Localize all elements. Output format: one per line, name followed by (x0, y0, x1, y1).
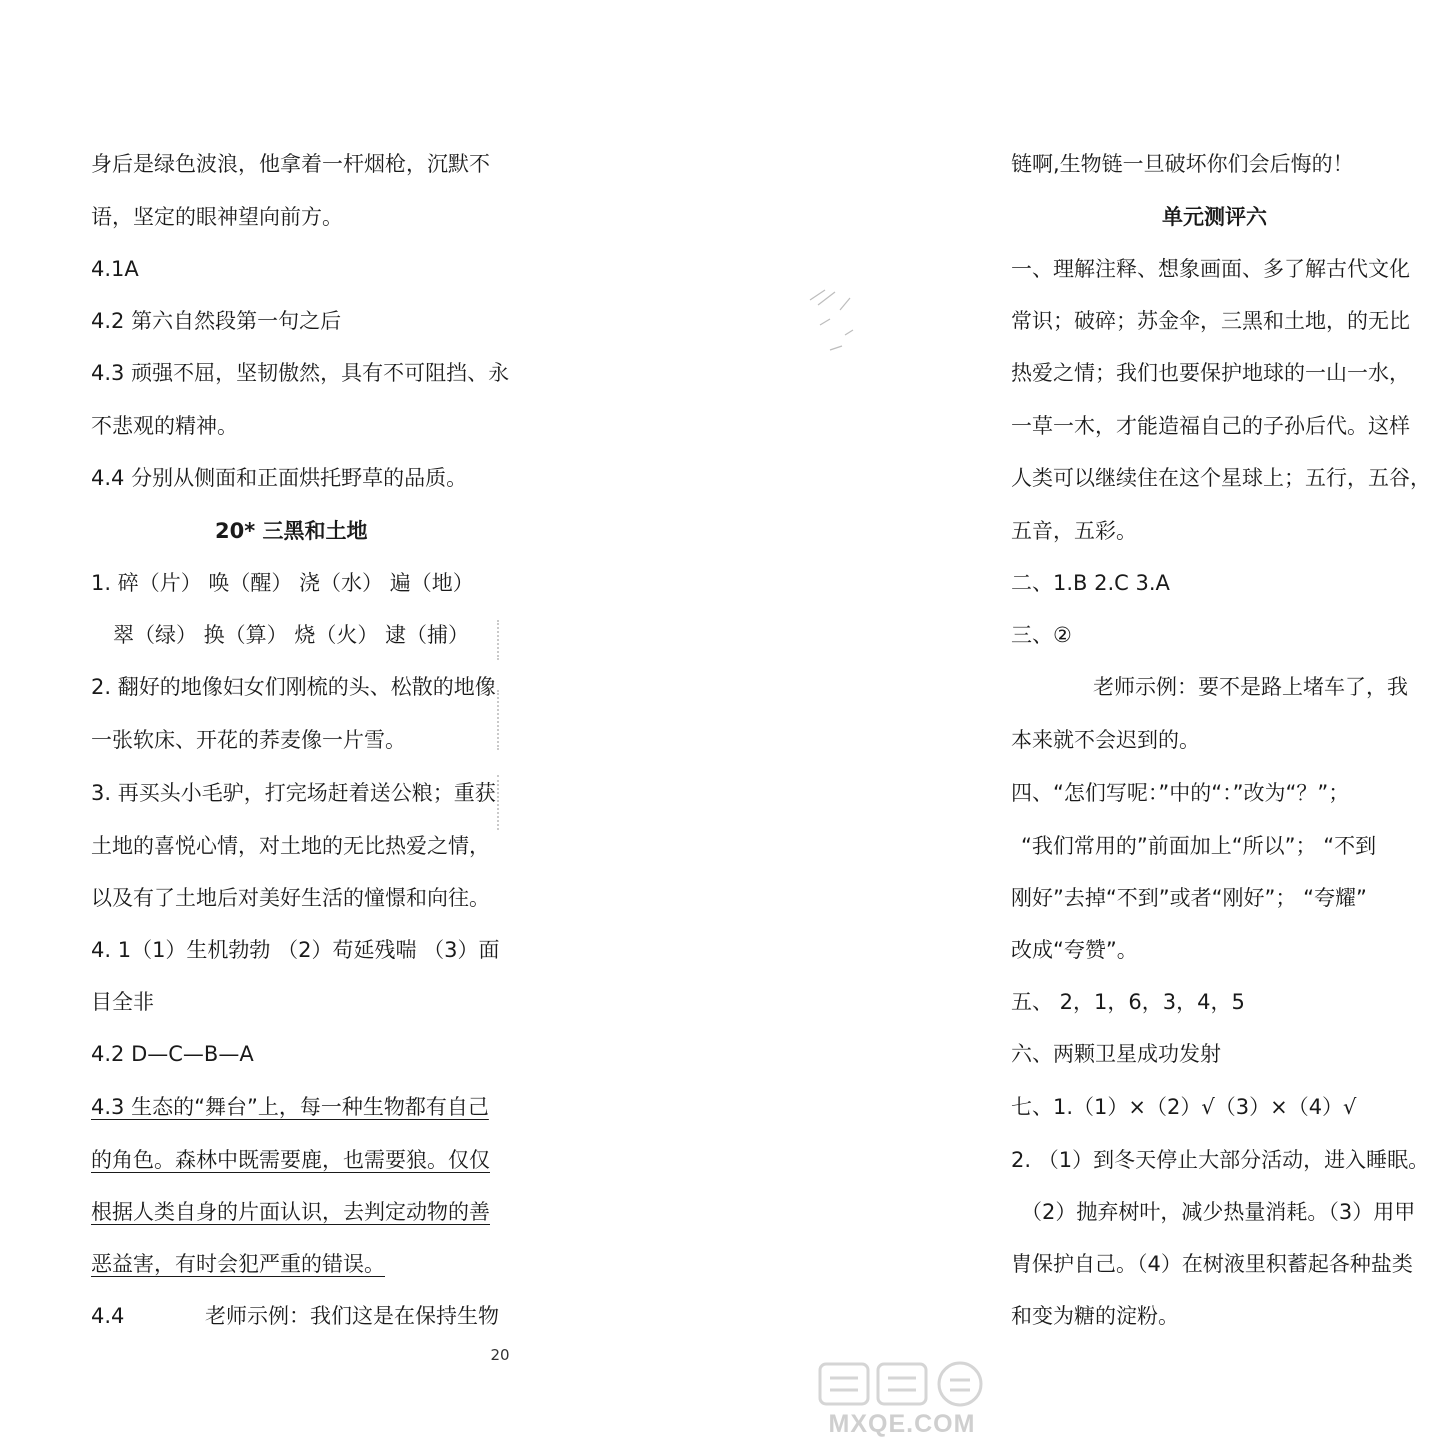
text-line: 二、1.B 2.C 3.A (1011, 571, 1170, 595)
text-line: 老师示例：要不是路上堵车了，我 (1093, 675, 1408, 699)
text-line: 一张软床、开花的荞麦像一片雪。 (91, 728, 406, 752)
text-line: “我们常用的”前面加上“所以”； “不到 (1021, 834, 1377, 858)
text-line: 刚好”去掉“不到”或者“刚好”； “夸耀” (1011, 886, 1367, 910)
text-line: 翠（绿） 换（算） 烧（火） 逮（捕） (113, 623, 470, 647)
text-line: 4.2 D—C—B—A (91, 1042, 254, 1066)
text-line: 老师示例：我们这是在保持生物 (205, 1304, 499, 1328)
text-line: 2. （1）到冬天停止大部分活动，进入睡眠。 (1011, 1148, 1430, 1172)
text-line: 土地的喜悦心情，对土地的无比热爱之情， (91, 834, 490, 858)
column-divider (497, 690, 499, 750)
text-line: 以及有了土地后对美好生活的憧憬和向往。 (91, 886, 490, 910)
underlined-answer-line: 根据人类自身的片面认识，去判定动物的善 (91, 1200, 490, 1224)
watermark-site-text: MXQE.COM (828, 1410, 976, 1438)
text-line: 目全非 (91, 990, 154, 1014)
text-line: 4.1A (91, 257, 139, 281)
text-line: （2）抛弃树叶，减少热量消耗。（3）用甲 (1021, 1200, 1416, 1224)
text-line: 和变为糖的淀粉。 (1011, 1304, 1179, 1328)
text-line: 六、两颗卫星成功发射 (1011, 1042, 1221, 1066)
underlined-answer-line: 恶益害，有时会犯严重的错误。 (91, 1252, 385, 1276)
column-divider (497, 620, 499, 660)
text-line: 2. 翻好的地像妇女们刚梳的头、松散的地像 (91, 675, 496, 699)
text-line: 人类可以继续住在这个星球上；五行，五谷， (1011, 466, 1431, 490)
question-number: 4.4 (91, 1304, 125, 1328)
text-line: 不悲观的精神。 (91, 414, 238, 438)
text-line: 七、1.（1）×（2）√（3）×（4）√ (1011, 1095, 1357, 1119)
column-divider (497, 775, 499, 830)
section-title: 20* 三黑和土地 (215, 519, 368, 543)
text-line: 4. 1（1）生机勃勃 （2）苟延残喘 （3）面 (91, 938, 500, 962)
text-line: 常识；破碎；苏金伞，三黑和土地，的无比 (1011, 309, 1410, 333)
text-line: 五、 2，1，6，3，4，5 (1011, 990, 1245, 1014)
pen-scribble-mark (790, 280, 880, 370)
text-line: 链啊,生物链一旦破坏你们会后悔的！ (1011, 152, 1354, 176)
text-line: 4.3 顽强不屈，坚韧傲然，具有不可阻挡、永 (91, 361, 510, 385)
watermark-logo (812, 1360, 992, 1408)
text-line: 三、② (1011, 623, 1072, 647)
text-line: 4.4 分别从侧面和正面烘托野草的品质。 (91, 466, 468, 490)
text-line: 3. 再买头小毛驴，打完场赶着送公粮；重获 (91, 781, 496, 805)
text-line: 改成“夸赞”。 (1011, 938, 1138, 962)
section-title: 单元测评六 (1162, 205, 1267, 229)
text-line: 身后是绿色波浪，他拿着一杆烟枪，沉默不 (91, 152, 490, 176)
text-line: 四、“怎们写呢：”中的“：”改为“？”； (1011, 781, 1350, 805)
text-line: 热爱之情；我们也要保护地球的一山一水， (1011, 361, 1410, 385)
text-line: 一、理解注释、想象画面、多了解古代文化 (1011, 257, 1410, 281)
text-line: 1. 碎（片） 唤（醒） 浇（水） 遍（地） (91, 571, 474, 595)
text-line: 胄保护自己。（4）在树液里积蓄起各种盐类 (1011, 1252, 1413, 1276)
underlined-answer-line: 4.3 生态的“舞台”上，每一种生物都有自己 (91, 1095, 489, 1119)
text-line: 4.2 第六自然段第一句之后 (91, 309, 342, 333)
text-line: 本来就不会迟到的。 (1011, 728, 1200, 752)
underlined-answer-line: 的角色。森林中既需要鹿，也需要狼。仅仅 (91, 1148, 490, 1172)
text-line: 五音，五彩。 (1011, 519, 1137, 543)
page-number: 20 (490, 1346, 510, 1364)
site-watermark (812, 1360, 992, 1440)
text-line: 语，坚定的眼神望向前方。 (91, 205, 343, 229)
text-line: 一草一木，才能造福自己的子孙后代。这样 (1011, 414, 1410, 438)
